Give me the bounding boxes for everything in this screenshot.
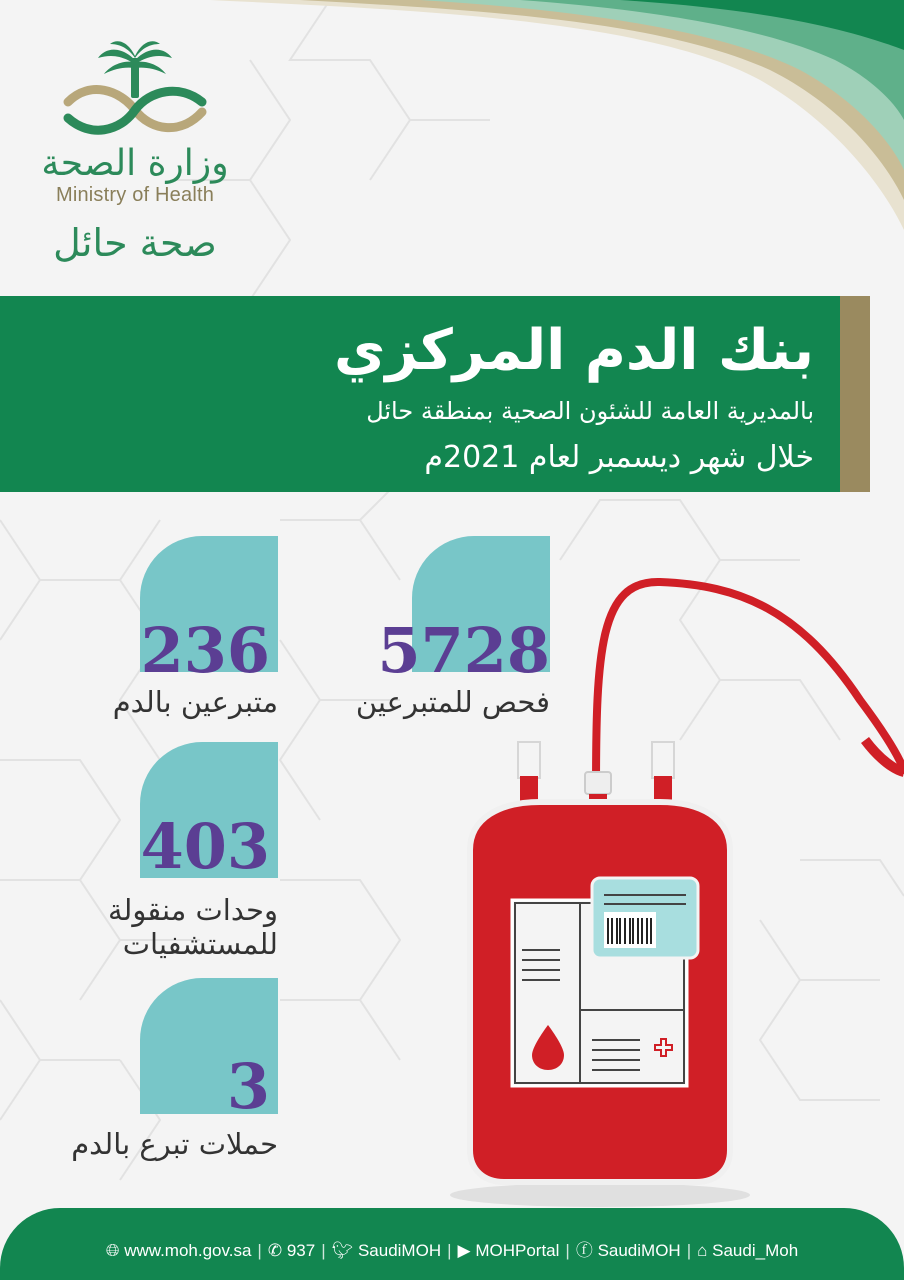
twitter-text: SaudiMOH bbox=[357, 1241, 442, 1260]
separator: | bbox=[257, 1241, 262, 1260]
snapchat-text: Saudi_Moh bbox=[712, 1241, 799, 1260]
stat-blood-donors bbox=[38, 536, 278, 719]
banner-gold-strip bbox=[840, 296, 870, 492]
stat-label: فحص للمتبرعين bbox=[355, 685, 550, 719]
footer-snapchat[interactable] bbox=[697, 1241, 798, 1260]
phone-icon: ✆ bbox=[267, 1241, 283, 1260]
ministry-logo bbox=[30, 40, 240, 270]
stat-label-line1: وحدات منقولة bbox=[107, 893, 278, 927]
page-title: بنك الدم المركزي bbox=[334, 318, 814, 383]
facebook-text: SaudiMOH bbox=[597, 1241, 681, 1260]
separator: | bbox=[321, 1241, 326, 1260]
stat-label-line2: للمستشفيات bbox=[122, 927, 278, 961]
region-name: صحة حائل bbox=[53, 221, 217, 265]
page-subtitle: بالمديرية العامة للشئون الصحية بمنطقة حائل bbox=[366, 397, 814, 425]
snapchat-icon: ⌂ bbox=[697, 1241, 708, 1260]
globe-icon: 🌐︎ bbox=[105, 1241, 120, 1260]
stat-units-transferred bbox=[38, 742, 278, 962]
separator: | bbox=[565, 1241, 570, 1260]
stat-value: 236 bbox=[140, 614, 270, 687]
stat-label: حملات تبرع بالدم bbox=[71, 1127, 278, 1161]
stat-value: 403 bbox=[140, 810, 270, 883]
palm-swords-logo-icon bbox=[60, 40, 210, 140]
footer-twitter[interactable] bbox=[332, 1241, 441, 1260]
twitter-icon: 🐦︎ bbox=[331, 1241, 354, 1260]
report-period: خلال شهر ديسمبر لعام 2021م bbox=[424, 440, 814, 475]
separator: | bbox=[686, 1241, 692, 1260]
stat-label: متبرعين بالدم bbox=[112, 685, 278, 719]
youtube-text: MOHPortal bbox=[475, 1241, 560, 1260]
stat-donation-campaigns bbox=[38, 978, 278, 1168]
ministry-name-english: Ministry of Health bbox=[55, 184, 215, 206]
blood-bag-icon bbox=[430, 570, 904, 1210]
footer-contacts bbox=[0, 1236, 904, 1261]
footer-phone[interactable] bbox=[268, 1241, 315, 1260]
stat-value: 3 bbox=[226, 1050, 270, 1123]
stat-value: 5728 bbox=[377, 614, 550, 687]
footer-youtube[interactable] bbox=[458, 1241, 560, 1260]
website-text: www.moh.gov.sa bbox=[124, 1241, 252, 1260]
separator: | bbox=[447, 1241, 452, 1260]
youtube-icon: ▶ bbox=[457, 1241, 471, 1260]
facebook-icon: ⓕ bbox=[575, 1241, 593, 1260]
ministry-name-arabic: وزارة الصحة bbox=[41, 143, 229, 184]
footer-website[interactable] bbox=[106, 1241, 252, 1260]
phone-text: 937 bbox=[286, 1241, 316, 1260]
footer-facebook[interactable] bbox=[576, 1241, 681, 1260]
